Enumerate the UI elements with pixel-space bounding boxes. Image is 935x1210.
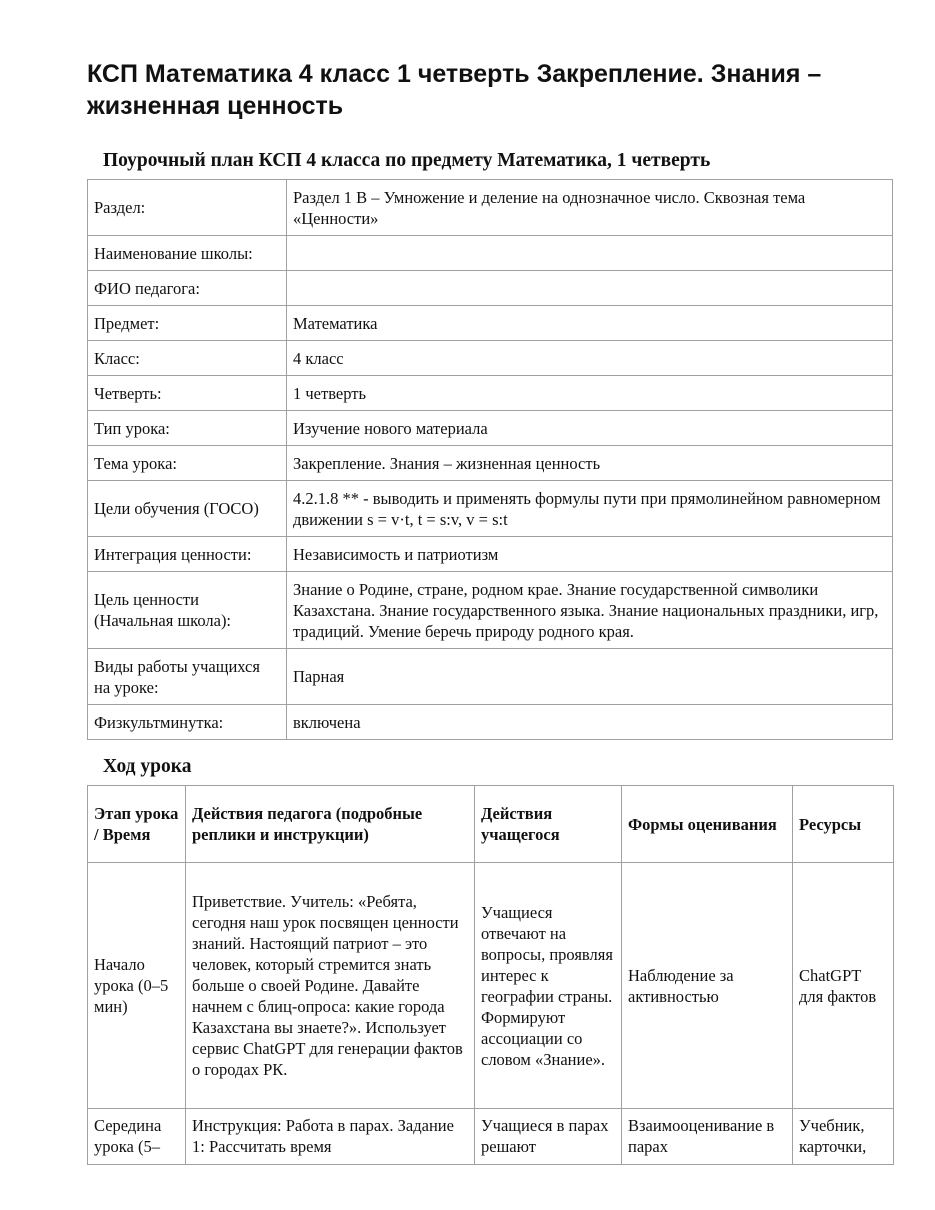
info-value: 4.2.1.8 ** - выводить и применять формулы пути при прямолинейном равномерном движении s = v·t, t = s:v, v = s:t (287, 481, 893, 537)
table-row (88, 705, 893, 740)
info-label: Тип урока: (88, 411, 287, 446)
info-value: Закрепление. Знания – жизненная ценность (287, 446, 893, 481)
table-row (88, 446, 893, 481)
table-row (88, 341, 893, 376)
table-row (88, 863, 894, 1109)
assessment-cell: Взаимооценивание в парах (622, 1109, 793, 1165)
info-value: Раздел 1 В – Умножение и деление на однозначное число. Сквозная тема «Ценности» (287, 180, 893, 236)
assessment-cell: Наблюдение за активностью (622, 863, 793, 1109)
info-label: Четверть: (88, 376, 287, 411)
header-resources: Ресурсы (793, 786, 894, 863)
info-label: Цель ценности (Начальная школа): (88, 572, 287, 649)
resources-cell: ChatGPT для фактов (793, 863, 894, 1109)
table-row (88, 411, 893, 446)
header-teacher-actions: Действия педагога (подробные реплики и инструкции) (186, 786, 475, 863)
info-label: ФИО педагога: (88, 271, 287, 306)
stage-cell: Начало урока (0–5 мин) (88, 863, 186, 1109)
table-row (88, 376, 893, 411)
lesson-info-table (87, 179, 893, 740)
teacher-actions-cell: Инструкция: Работа в парах. Задание 1: Рассчитать время (186, 1109, 475, 1165)
info-value: Независимость и патриотизм (287, 537, 893, 572)
header-assessment: Формы оценивания (622, 786, 793, 863)
header-student-actions: Действия учащегося (475, 786, 622, 863)
lesson-flow-table (87, 785, 894, 1165)
info-value: Математика (287, 306, 893, 341)
table-row (88, 649, 893, 705)
table-header-row (88, 786, 894, 863)
info-value: Парная (287, 649, 893, 705)
table-row (88, 180, 893, 236)
student-actions-cell: Учащиеся отвечают на вопросы, проявляя интерес к географии страны. Формируют ассоциации со словом «Знание». (475, 863, 622, 1109)
stage-cell: Середина урока (5– (88, 1109, 186, 1165)
info-value: Знание о Родине, стране, родном крае. Знание государственной символики Казахстана. Знание государственного языка. Знание национальных праздники, игр, традиций. Умение беречь природу родного края. (287, 572, 893, 649)
table-row (88, 306, 893, 341)
table-row (88, 572, 893, 649)
table-row (88, 271, 893, 306)
info-value: включена (287, 705, 893, 740)
info-label: Интеграция ценности: (88, 537, 287, 572)
teacher-actions-cell: Приветствие. Учитель: «Ребята, сегодня наш урок посвящен ценности знаний. Настоящий патриот – это человек, который стремится знать больше о своей Родине. Давайте начнем с блиц-опроса: какие города Казахстана вы знаете?». Использует сервис ChatGPT для генерации фактов о городах РК. (186, 863, 475, 1109)
info-value: 1 четверть (287, 376, 893, 411)
info-label: Предмет: (88, 306, 287, 341)
info-label: Наименование школы: (88, 236, 287, 271)
info-label: Класс: (88, 341, 287, 376)
document-title: КСП Математика 4 класс 1 четверть Закрепление. Знания – жизненная ценность (87, 60, 822, 120)
table-row (88, 537, 893, 572)
plan-heading: Поурочный план КСП 4 класса по предмету Математика, 1 четверть (103, 150, 711, 171)
header-stage: Этап урока / Время (88, 786, 186, 863)
table-row (88, 1109, 894, 1165)
info-label: Цели обучения (ГОСО) (88, 481, 287, 537)
info-value: Изучение нового материала (287, 411, 893, 446)
info-label: Тема урока: (88, 446, 287, 481)
info-value (287, 236, 893, 271)
resources-cell: Учебник, карточки, (793, 1109, 894, 1165)
info-value (287, 271, 893, 306)
table-row (88, 481, 893, 537)
info-value: 4 класс (287, 341, 893, 376)
student-actions-cell: Учащиеся в парах решают (475, 1109, 622, 1165)
info-label: Физкультминутка: (88, 705, 287, 740)
table-row (88, 236, 893, 271)
info-label: Раздел: (88, 180, 287, 236)
info-label: Виды работы учащихся на уроке: (88, 649, 287, 705)
lesson-flow-heading: Ход урока (103, 756, 192, 777)
